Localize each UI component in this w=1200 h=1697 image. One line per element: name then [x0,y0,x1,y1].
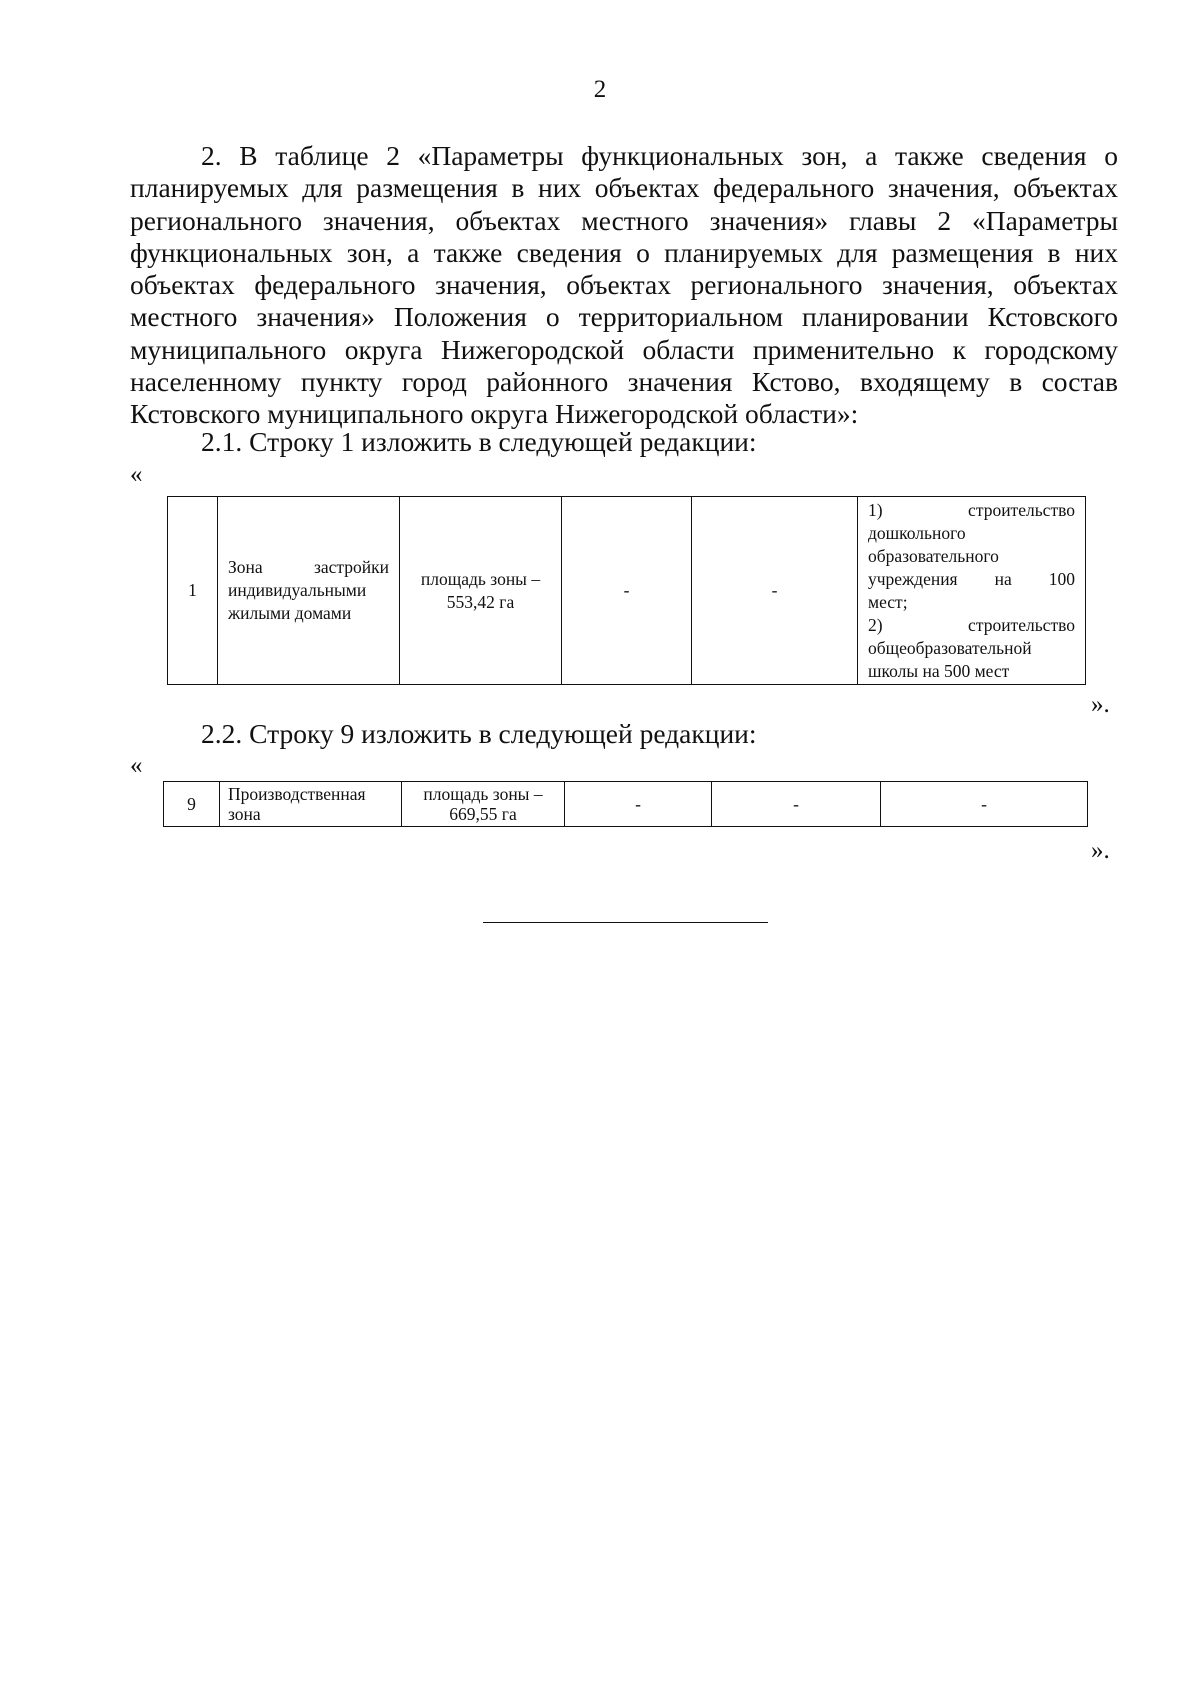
objects-line: 1) строительство [868,499,1075,520]
dash-cell: - [881,782,1088,827]
objects-line: образовательного [868,545,999,566]
open-quote-2: « [130,752,143,779]
dash-cell: - [712,782,881,827]
close-quote-1: ». [1091,691,1110,718]
table-row [164,782,1088,827]
dash-cell: - [692,497,858,685]
item-2-1-heading: 2.1. Строку 1 изложить в следующей редакции: [201,426,757,457]
row-number-cell: 1 [168,497,218,685]
objects-line: дошкольного [868,522,966,543]
open-quote-1: « [130,461,143,488]
objects-line: 2) строительство [868,614,1075,635]
item-2-2-heading: 2.2. Строку 9 изложить в следующей редакции: [201,718,757,749]
page-number: 2 [593,76,607,103]
objects-line: общеобразовательной [868,637,1032,658]
objects-line: мест; [868,591,908,612]
row-9-table [163,781,1088,827]
close-quote-2: ». [1091,837,1110,864]
dash-cell: - [565,782,712,827]
dash-cell: - [562,497,692,685]
zone-area-cell: площадь зоны – 553,42 га [400,497,562,685]
planned-objects-cell [858,497,1086,685]
end-separator-line [483,922,768,923]
amendment-paragraph: 2. В таблице 2 «Параметры функциональных зон, а также сведения о планируемых для размещения в них объектах федерального значения, объектах регионального значения, объектах местного значения» главы 2 «Параметры функциональных зон, а также сведения о планируемых для размещения в них объектах федерального значения, объектах регионального значения, объектах местного значения» Положения о территориальном планировании Кстовского муниципального округа Нижегородской области применительно к городскому населенному пункту город районного значения Кстово, входящему в состав Кстовского муниципального округа Нижегородской области»: [130,140,1118,430]
row-number-cell: 9 [164,782,220,827]
table-row [168,497,1086,685]
zone-name-cell: Зона застройки индивидуальными жилыми домами [218,497,400,685]
zone-name-cell: Производственная зона [220,782,402,827]
objects-line: школы на 500 мест [868,660,1010,681]
row-1-table [167,496,1086,685]
zone-area-cell: площадь зоны – 669,55 га [402,782,565,827]
objects-line: учреждения на 100 [868,568,1075,589]
